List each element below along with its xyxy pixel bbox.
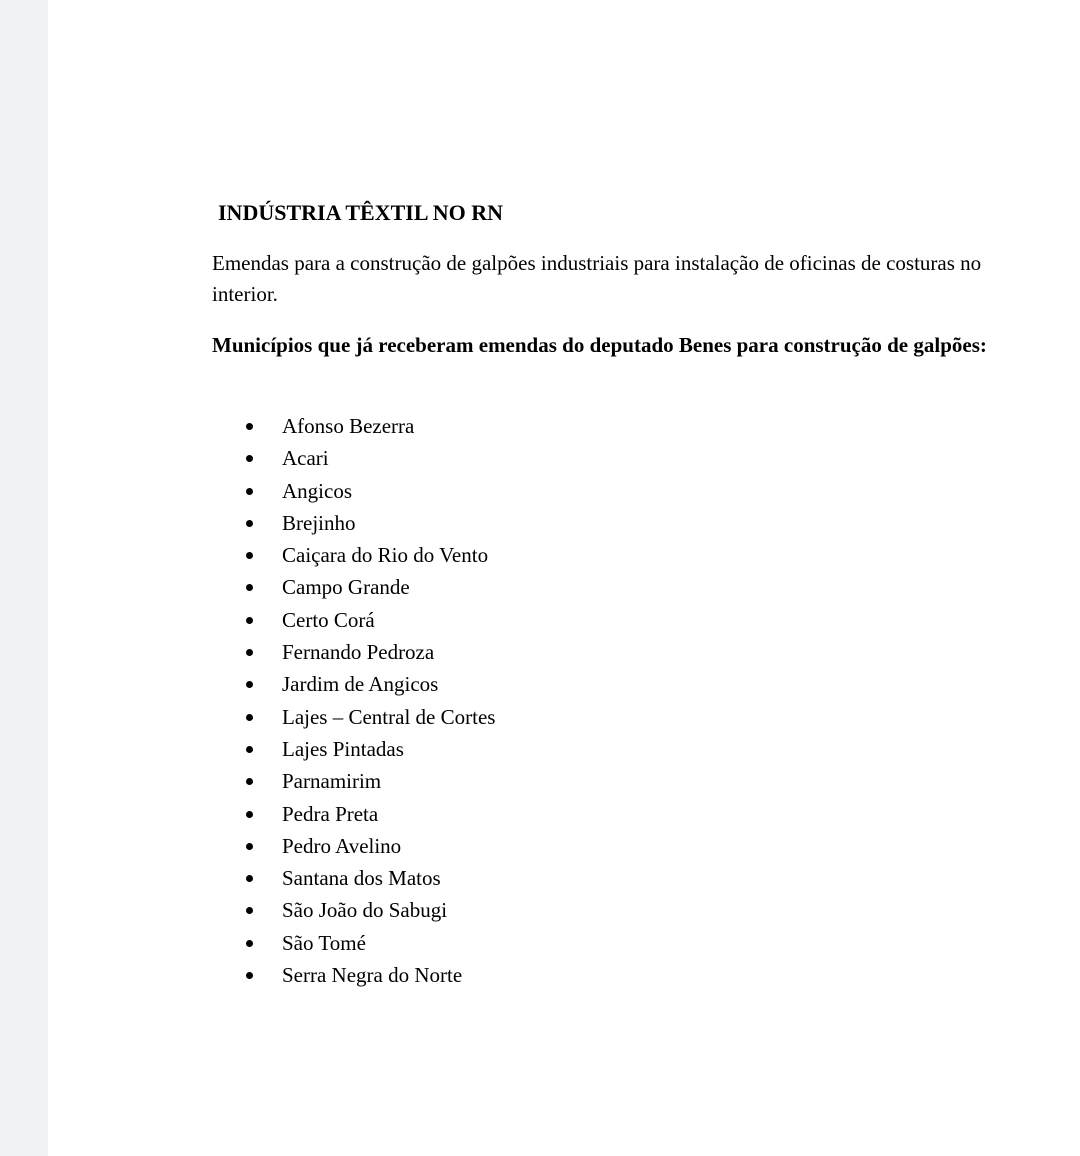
bullet-icon <box>246 423 253 430</box>
municipality-name: Pedra Preta <box>282 801 379 826</box>
municipality-name: Campo Grande <box>282 575 410 600</box>
municipality-name: Acari <box>282 446 329 471</box>
bullet-icon <box>246 714 253 721</box>
bullet-icon <box>246 552 253 559</box>
municipality-name: Angicos <box>282 478 352 503</box>
bullet-icon <box>246 649 253 656</box>
bullet-icon <box>246 811 253 818</box>
municipality-name: São João do Sabugi <box>282 898 448 923</box>
bullet-icon <box>246 875 253 882</box>
bullet-icon <box>246 584 253 591</box>
document-page <box>48 0 1080 1156</box>
municipality-name: Caiçara do Rio do Vento <box>282 543 489 568</box>
municipality-name: Serra Negra do Norte <box>282 963 463 988</box>
bullet-icon <box>246 778 253 785</box>
municipality-name: Pedro Avelino <box>282 833 402 858</box>
bullet-icon <box>246 907 253 914</box>
intro-paragraph: Emendas para a construção de galpões industriais para instalação de oficinas de costuras no interior. <box>212 251 982 306</box>
bullet-icon <box>246 520 253 527</box>
municipality-name: Certo Corá <box>282 607 375 632</box>
bullet-icon <box>246 681 253 688</box>
bullet-icon <box>246 940 253 947</box>
municipality-name: Fernando Pedroza <box>282 640 435 665</box>
municipality-name: Parnamirim <box>282 769 382 794</box>
municipality-name: São Tomé <box>282 930 366 955</box>
municipality-name: Santana dos Matos <box>282 866 441 891</box>
municipality-name: Brejinho <box>282 510 356 535</box>
municipality-name: Lajes Pintadas <box>282 736 404 761</box>
bullet-icon <box>246 488 253 495</box>
bullet-icon <box>246 843 253 850</box>
municipality-name: Afonso Bezerra <box>282 414 415 438</box>
bullet-icon <box>246 455 253 462</box>
bullet-icon <box>246 746 253 753</box>
municipality-name: Jardim de Angicos <box>282 672 439 697</box>
bullet-icon <box>246 972 253 979</box>
document-title: INDÚSTRIA TÊXTIL NO RN <box>218 200 504 225</box>
bullet-icon <box>246 617 253 624</box>
municipality-name: Lajes – Central de Cortes <box>282 704 496 729</box>
municipalities-heading: Municípios que já receberam emendas do deputado Benes para construção de galpões: <box>212 333 987 357</box>
